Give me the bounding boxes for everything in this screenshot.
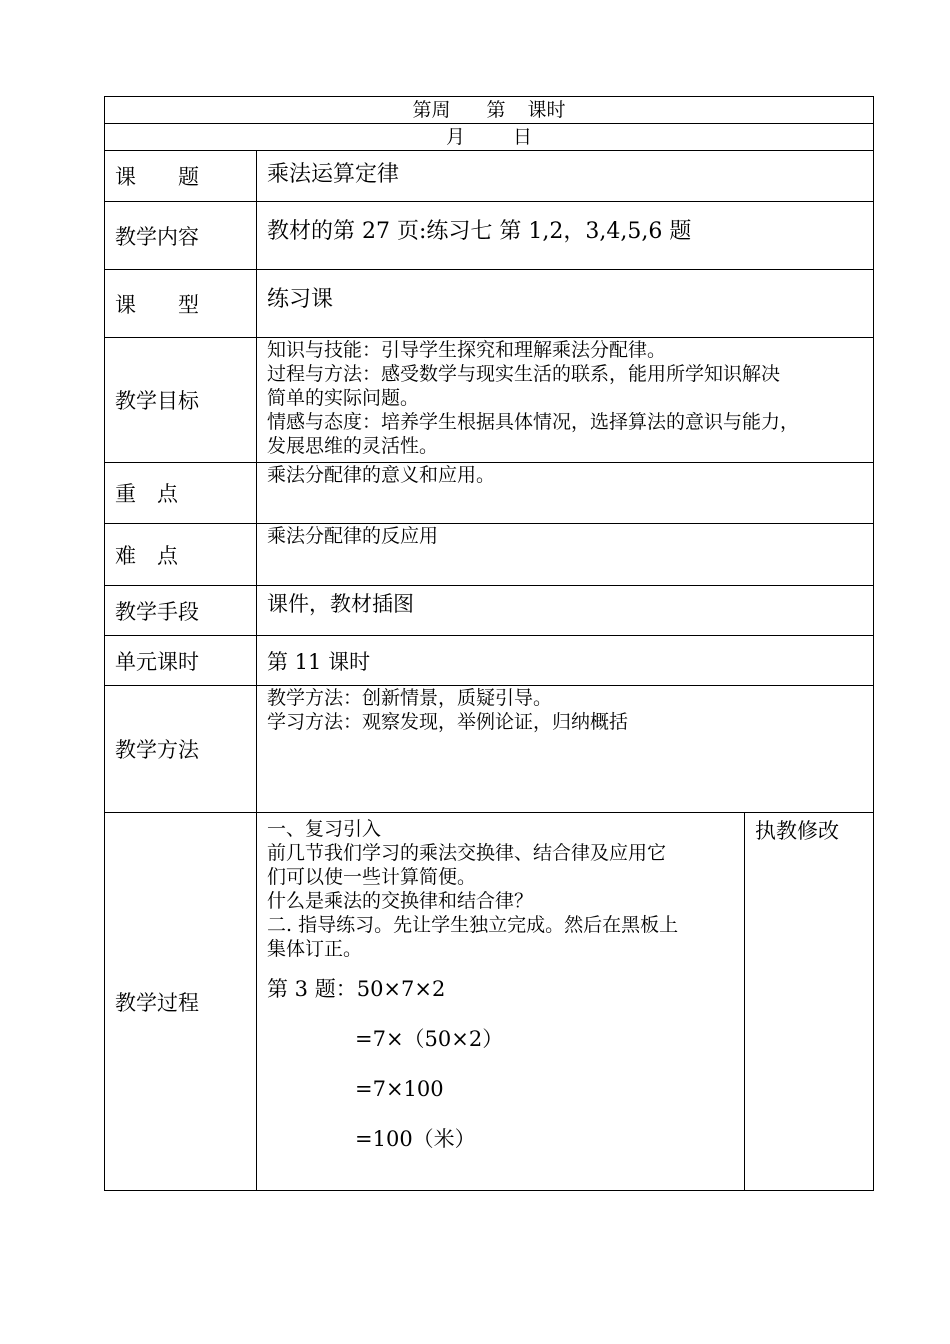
goals-line: 发展思维的灵活性。 (267, 435, 439, 457)
difficulty-label: 难 点 (115, 543, 178, 568)
process-line: 前几节我们学习的乘法交换律、结合律及应用它 (267, 842, 667, 864)
difficulty-value: 乘法分配律的反应用 (257, 524, 874, 586)
methods-label: 教学方法 (115, 738, 199, 762)
equation-line: =7×（50×2） (355, 1027, 504, 1051)
means-label: 教学手段 (115, 599, 199, 624)
key-point-row (105, 463, 874, 524)
means-value: 课件，教材插图 (257, 586, 874, 636)
equation-line: =7×100 (355, 1077, 444, 1101)
process-label: 教学过程 (115, 990, 199, 1015)
type-label: 课 型 (115, 292, 199, 317)
equation-line: =100（米） (355, 1127, 476, 1151)
process-line: 什么是乘法的交换律和结合律？ (267, 890, 534, 912)
month-label: 月 (445, 126, 465, 148)
methods-text (257, 686, 874, 813)
process-line: 们可以使一些计算简便。 (267, 866, 477, 888)
week-label: 第周 (412, 99, 451, 121)
period-label: 课时 (527, 99, 566, 121)
process-line: 一、复习引入 (267, 818, 382, 840)
type-row (105, 270, 874, 338)
topic-value: 乘法运算定律 (257, 151, 874, 202)
lesson-label: 第 (486, 99, 506, 121)
process-line: 二. 指导练习。先让学生独立完成。然后在黑板上 (267, 914, 679, 936)
process-text (257, 813, 745, 1191)
lesson-plan-table (104, 96, 874, 1191)
content-label: 教学内容 (115, 224, 199, 249)
topic-label: 课 题 (115, 165, 199, 189)
unit-period-label: 单元课时 (115, 649, 199, 674)
goals-line: 简单的实际问题。 (267, 387, 420, 409)
methods-row (105, 686, 874, 813)
day-label: 日 (513, 126, 533, 148)
methods-line: 教学方法：创新情景，质疑引导。 (267, 687, 553, 709)
goals-line: 过程与方法：感受数学与现实生活的联系，能用所学知识解决 (267, 363, 781, 385)
methods-line: 学习方法：观察发现，举例论证，归纳概括 (267, 711, 629, 733)
revision-label: 执教修改 (745, 813, 874, 1191)
key-point-value: 乘法分配律的意义和应用。 (257, 463, 874, 524)
goals-line: 知识与技能：引导学生探究和理解乘法分配律。 (267, 339, 667, 361)
goals-text (257, 338, 874, 463)
topic-row (105, 151, 874, 202)
content-value: 教材的第 27 页:练习七 第 1,2，3,4,5,6 题 (257, 202, 874, 270)
process-line: 集体订正。 (267, 938, 363, 960)
header-date-row (105, 124, 874, 151)
goals-row (105, 338, 874, 463)
header-week-row (105, 97, 874, 124)
type-value: 练习课 (257, 270, 874, 338)
difficulty-row (105, 524, 874, 586)
process-row (105, 813, 874, 1191)
unit-period-row (105, 636, 874, 686)
goals-line: 情感与态度：培养学生根据具体情况，选择算法的意识与能力， (267, 411, 800, 433)
key-point-label: 重 点 (115, 482, 178, 506)
goals-label: 教学目标 (115, 389, 199, 413)
means-row (105, 586, 874, 636)
content-row (105, 202, 874, 270)
unit-period-value: 第 11 课时 (257, 636, 874, 686)
equation-line: 第 3 题：50×7×2 (267, 977, 446, 1001)
